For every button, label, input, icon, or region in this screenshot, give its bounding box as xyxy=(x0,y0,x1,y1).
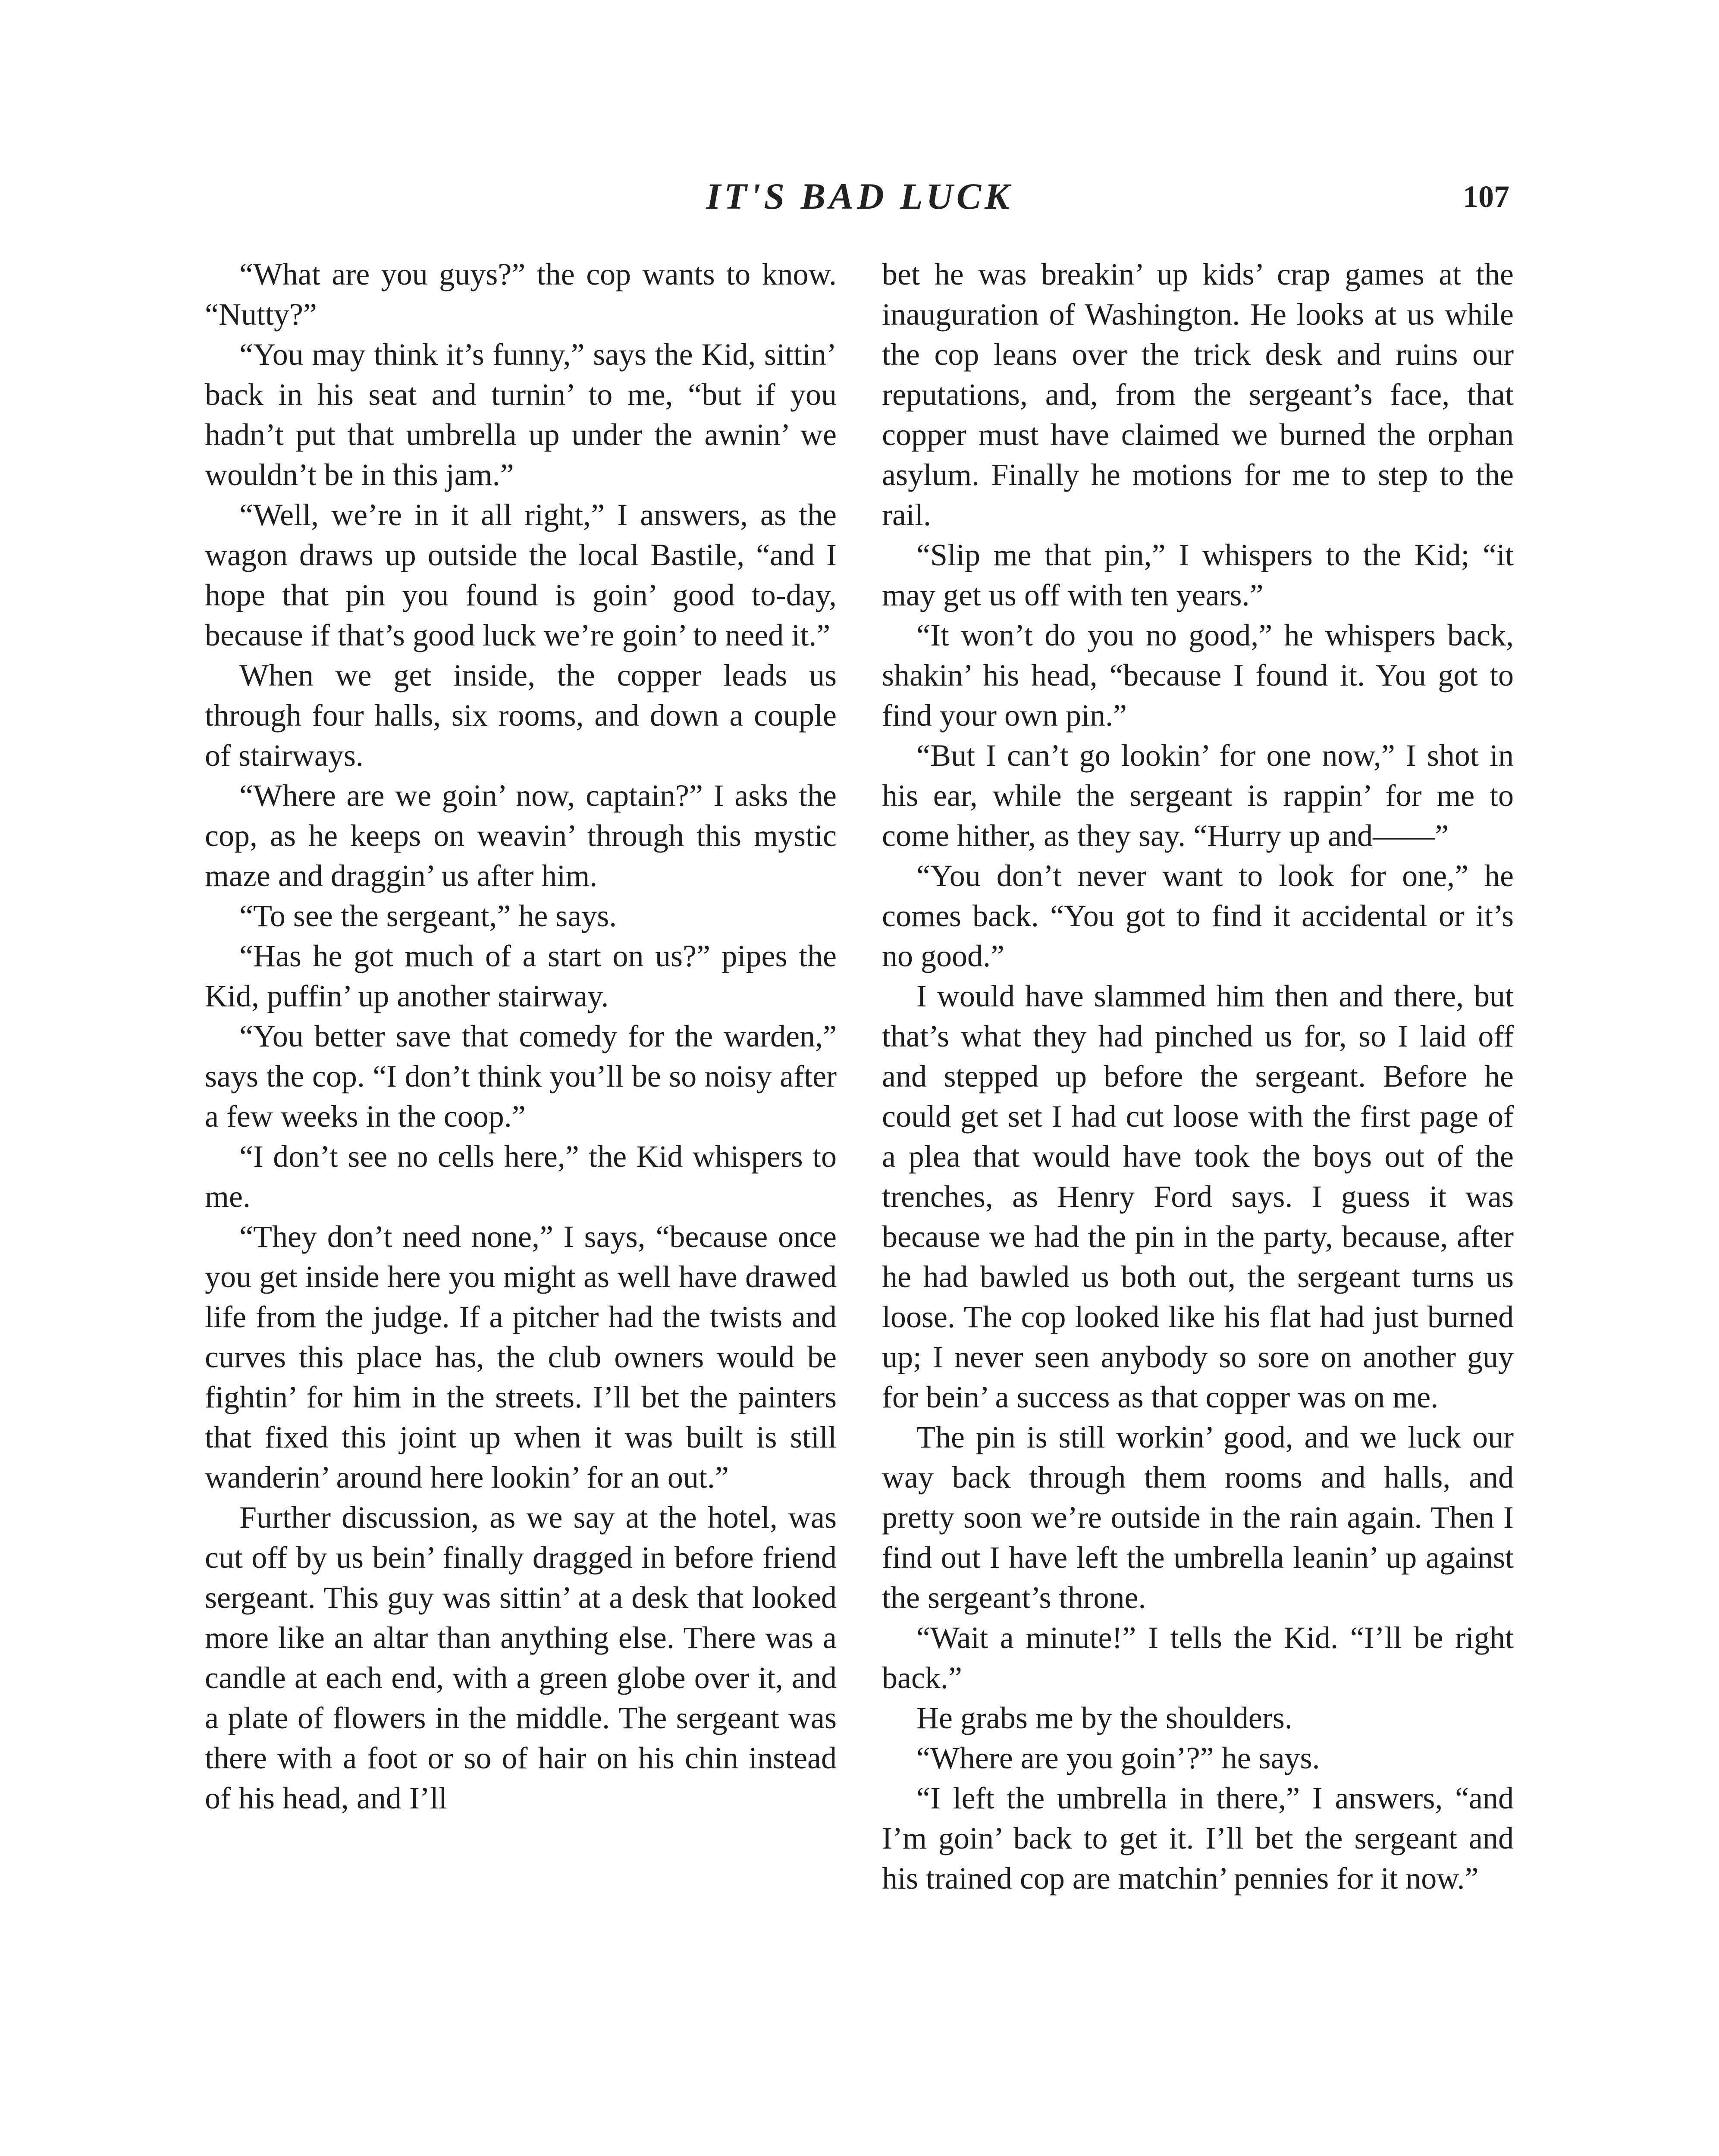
paragraph: “You don’t never want to look for one,” he comes back. “You got to find it accidental or it’s no good.” xyxy=(882,859,1514,973)
left-text-column xyxy=(205,254,837,2156)
paragraph: “Wait a minute!” I tells the Kid. “I’ll be right back.” xyxy=(882,1620,1514,1695)
page-header xyxy=(0,175,1719,226)
page-number: 107 xyxy=(1463,179,1509,214)
paragraph: The pin is still workin’ good, and we luck our way back through them rooms and halls, and pretty soon we’re outside in the rain again. Then I find out I have left the umbrella leanin’ up against the sergeant’s throne. xyxy=(882,1420,1514,1615)
paragraph: When we get inside, the copper leads us through four halls, six rooms, and down a couple of stairways. xyxy=(205,658,837,773)
paragraph: He grabs me by the shoulders. xyxy=(916,1701,1292,1735)
paragraph: “You may think it’s funny,” says the Kid, sittin’ back in his seat and turnin’ to me, “but if you hadn’t put that umbrella up under the awnin’ we wouldn’t be in this jam.” xyxy=(205,337,837,492)
paragraph: “But I can’t go lookin’ for one now,” I shot in his ear, while the sergeant is rappin’ for me to come hither, as they say. “Hurry up and——” xyxy=(882,738,1514,853)
paragraph: I would have slammed him then and there, but that’s what they had pinched us for, so I laid off and stepped up before the sergeant. Before he could get set I had cut loose with the first page of a plea that would have took the boys out of the trenches, as Henry Ford says. I guess it was because we had the pin in the party, because, after he had bawled us both out, the sergeant turns us loose. The cop looked like his flat had just burned up; I never seen anybody so sore on another guy for bein’ a success as that copper was on me. xyxy=(882,979,1514,1414)
paragraph: “Well, we’re in it all right,” I answers, as the wagon draws up outside the local Bastile, “and I hope that pin you found is goin’ good to-day, because if that’s good luck we’re goin’ to need it.” xyxy=(205,498,837,652)
paragraph: “You better save that comedy for the warden,” says the cop. “I don’t think you’ll be so noisy after a few weeks in the coop.” xyxy=(205,1019,837,1134)
right-text-column xyxy=(882,254,1514,2156)
paragraph: “Has he got much of a start on us?” pipes the Kid, puffin’ up another stairway. xyxy=(205,939,837,1013)
paragraph: Further discussion, as we say at the hotel, was cut off by us bein’ finally dragged in before friend sergeant. This guy was sittin’ at a desk that looked more like an altar than anything else. There was a candle at each end, with a green globe over it, and a plate of flowers in the middle. The sergeant was there with a foot or so of hair on his chin instead of his head, and I’ll xyxy=(205,1500,837,1815)
paragraph: “To see the sergeant,” he says. xyxy=(239,899,617,933)
paragraph: “What are you guys?” the cop wants to know. “Nutty?” xyxy=(205,257,837,332)
paragraph: “Where are we goin’ now, captain?” I asks the cop, as he keeps on weavin’ through this mystic maze and draggin’ us after him. xyxy=(205,778,837,893)
paragraph: “Where are you goin’?” he says. xyxy=(916,1741,1320,1775)
running-title: IT'S BAD LUCK xyxy=(706,175,1013,217)
paragraph: “They don’t need none,” I says, “because once you get inside here you might as well have drawed life from the judge. If a pitcher had the twists and curves this place has, the club owners would be fightin’ for him in the streets. I’ll bet the painters that fixed this joint up when it was built is still wanderin’ around here lookin’ for an out.” xyxy=(205,1219,837,1495)
paragraph-continued: bet he was breakin’ up kids’ crap games at the inauguration of Washington. He looks at us while the cop leans over the trick desk and ruins our reputations, and, from the sergeant’s face, that copper must have claimed we burned the orphan asylum. Finally he motions for me to step to the rail. xyxy=(882,257,1514,532)
paragraph: “I left the umbrella in there,” I answers, “and I’m goin’ back to get it. I’ll bet the sergeant and his trained cop are matchin’ pennies for it now.” xyxy=(882,1781,1514,1896)
paragraph: “It won’t do you no good,” he whispers back, shakin’ his head, “because I found it. You got to find your own pin.” xyxy=(882,618,1514,733)
paragraph: “I don’t see no cells here,” the Kid whispers to me. xyxy=(205,1139,837,1214)
paragraph: “Slip me that pin,” I whispers to the Kid; “it may get us off with ten years.” xyxy=(882,538,1514,612)
